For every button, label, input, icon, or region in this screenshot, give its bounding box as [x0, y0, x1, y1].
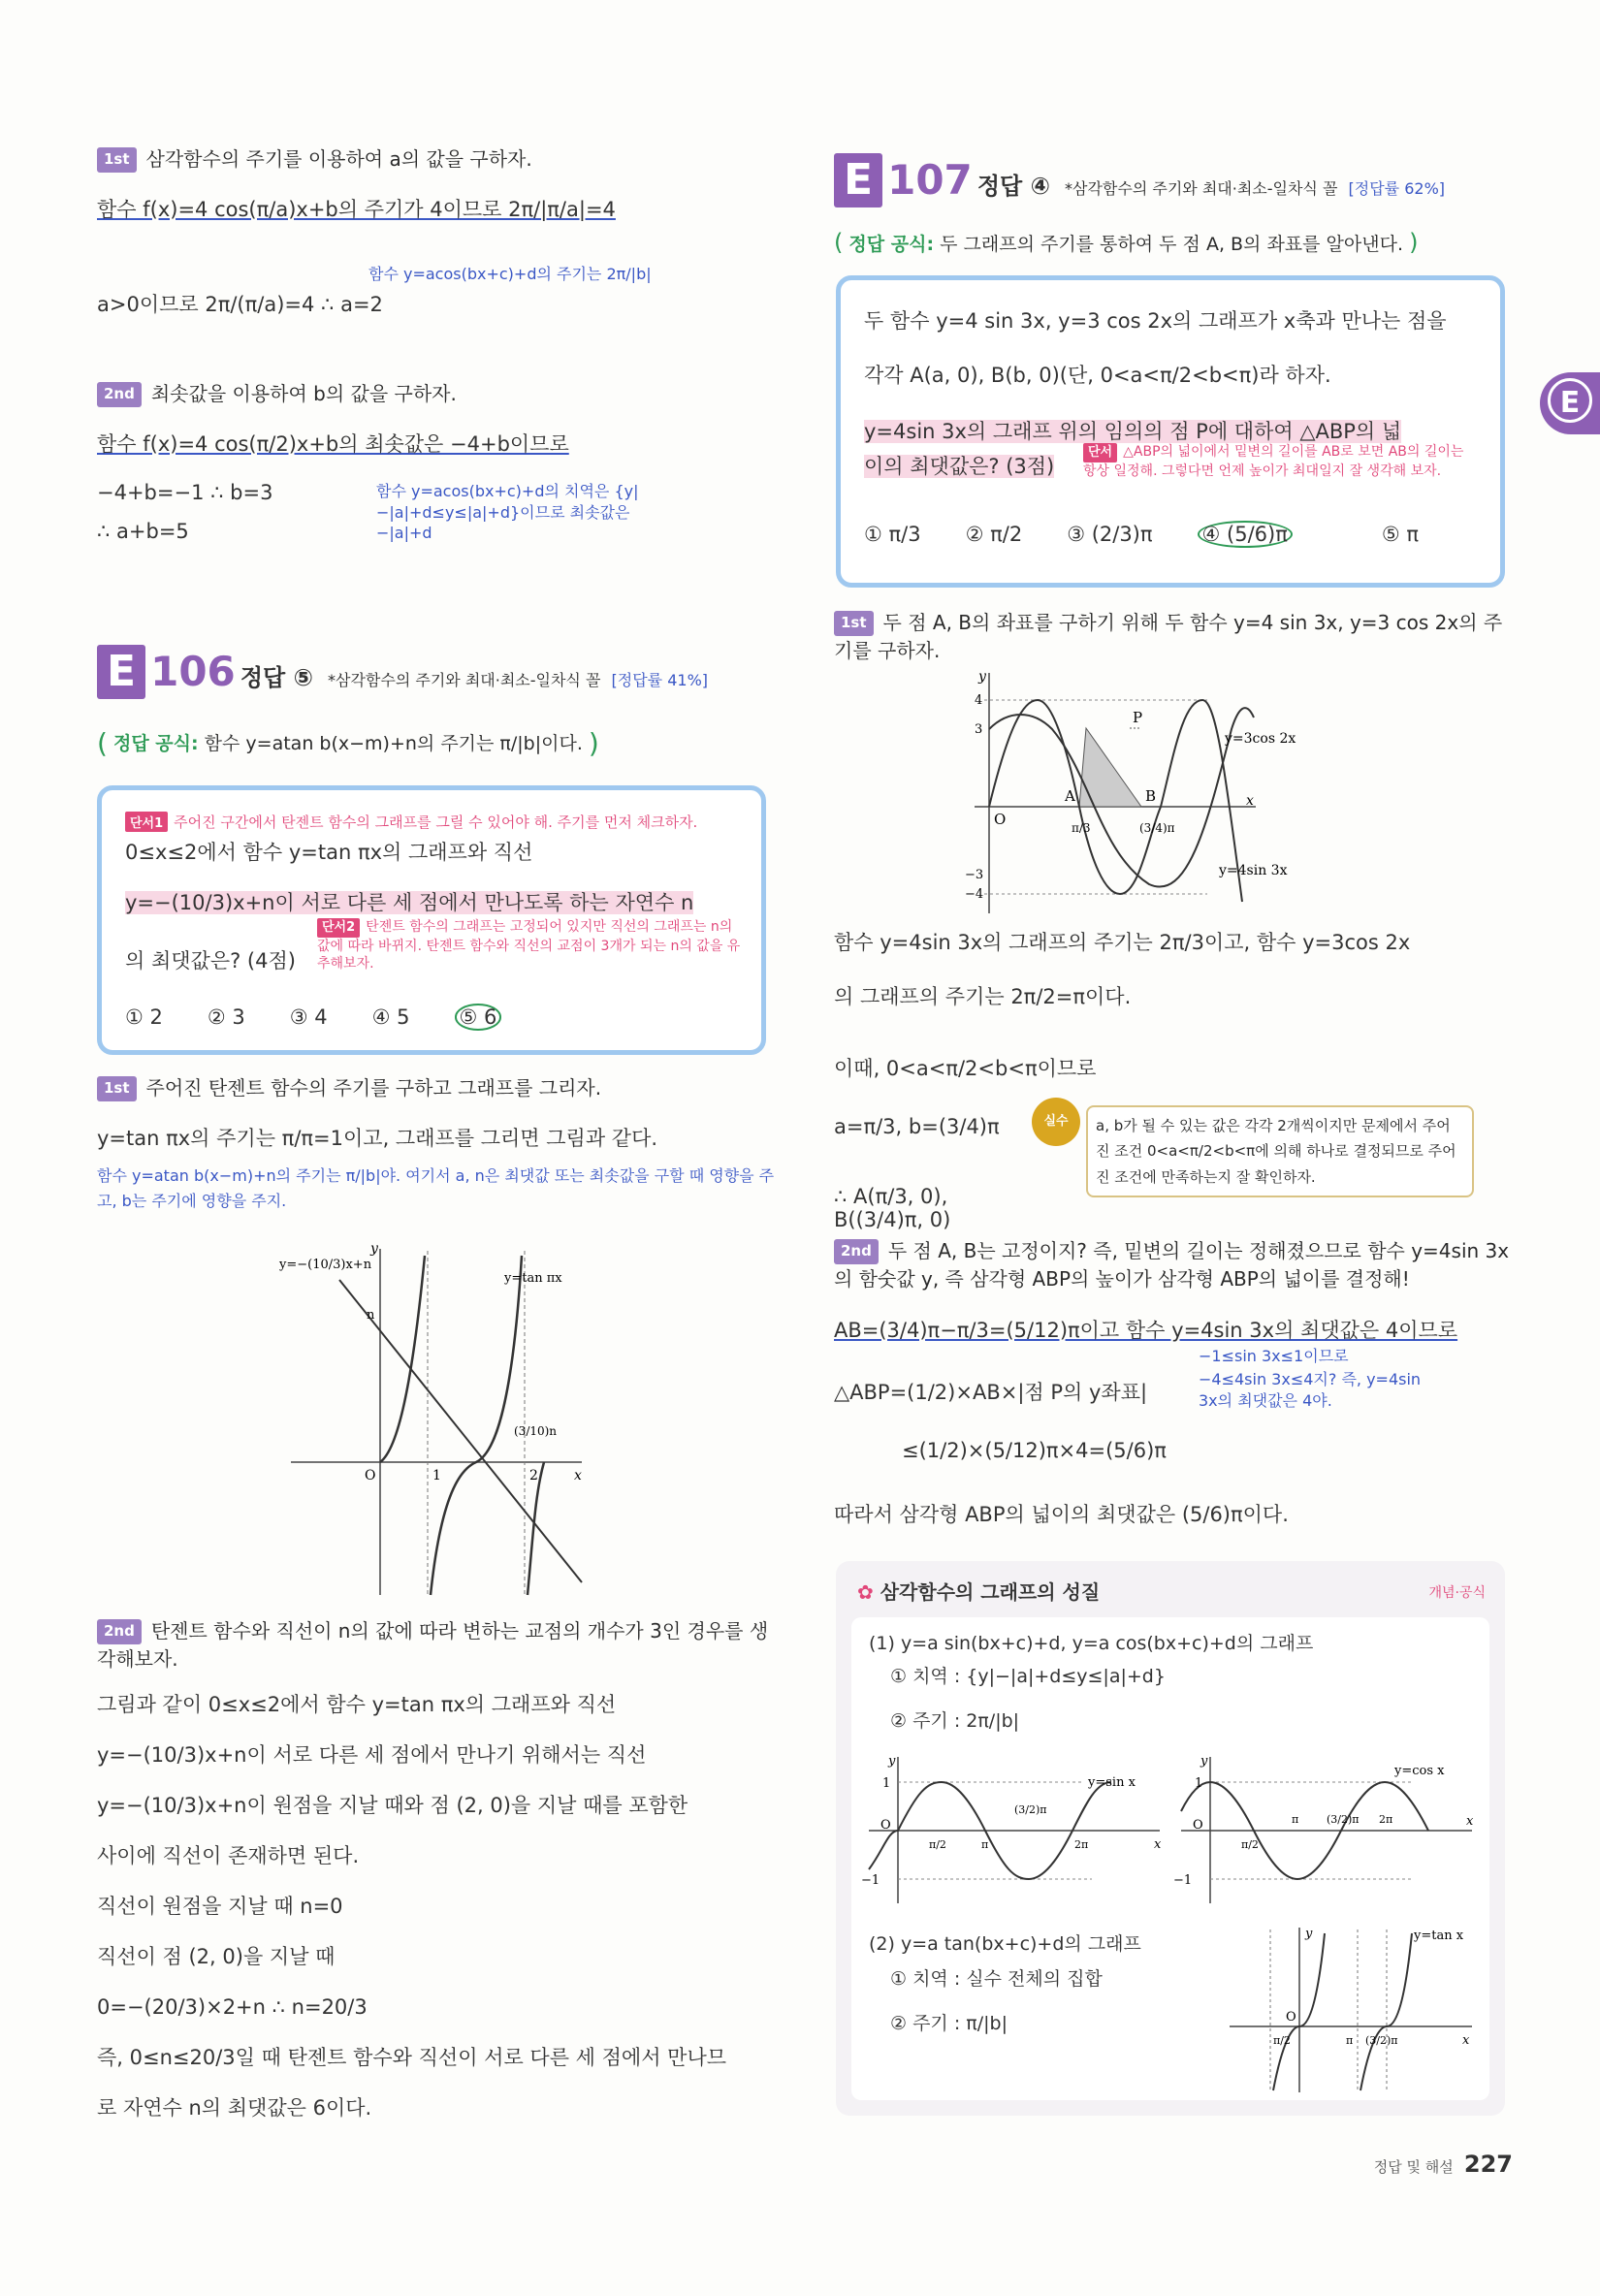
- answer-label: 정답 ④: [976, 173, 1050, 200]
- label: 2: [529, 1468, 538, 1483]
- problem-106-header: [97, 645, 776, 703]
- solution-line: 직선이 점 (2, 0)을 지날 때: [97, 1945, 336, 1968]
- label: x: [1462, 2033, 1470, 2048]
- tan-graph: [1220, 1924, 1482, 2094]
- step1-header: [97, 145, 776, 174]
- side-tab-label: E: [1548, 378, 1592, 423]
- label: y: [370, 1241, 378, 1257]
- hint: [317, 918, 744, 973]
- label: π: [1346, 2034, 1354, 2047]
- label: (3/10)n: [514, 1424, 558, 1438]
- section-badge: E: [834, 153, 882, 207]
- step-tag: 2nd: [97, 1619, 142, 1644]
- step-tag: 1st: [834, 611, 874, 636]
- label: y=3cos 2x: [1225, 731, 1296, 747]
- step-title: 탄젠트 함수와 직선이 n의 값에 따라 변하는 교점의 개수가 3인 경우를 생각해보자.: [97, 1619, 769, 1671]
- solution-line: 로 자연수 n의 최댓값은 6이다.: [97, 2096, 372, 2120]
- tan-branch: [431, 1256, 522, 1595]
- label: 1: [432, 1468, 441, 1483]
- step-title: 최솟값을 이용하여 b의 값을 구하자.: [150, 382, 457, 405]
- concept-line: (1) y=a sin(bx+c)+d, y=a cos(bx+c)+d의 그래프: [869, 1633, 1314, 1654]
- label: y: [1305, 1927, 1313, 1941]
- solution-line: AB=(3/4)π−π/3=(5/12)π이고 함수 y=4sin 3x의 최댓값은 4이므로: [834, 1319, 1458, 1342]
- concept-title: [857, 1577, 1100, 1605]
- label: x: [1246, 793, 1254, 809]
- problem-tag: *삼각함수의 주기와 최대·최소-일차식 꼴: [328, 671, 601, 689]
- footer-label: 정답 및 해설: [1373, 2158, 1454, 2176]
- label: π/2: [1241, 1838, 1259, 1851]
- formula-text: 두 그래프의 주기를 통하여 두 점 A, B의 좌표를 알아낸다.: [940, 234, 1404, 255]
- choice[interactable]: ③ (2/3)π: [1067, 523, 1153, 546]
- formula-hint: ( 정답 공식: 함수 y=atan b(x−m)+n의 주기는 π/|b|이다. ): [97, 727, 599, 759]
- solution-line: y=−(10/3)x+n이 서로 다른 세 점에서 만나기 위해서는 직선: [97, 1743, 647, 1767]
- side-tab[interactable]: [1540, 372, 1600, 434]
- cos-graph: [1171, 1753, 1482, 1908]
- step-title: 삼각함수의 주기를 이용하여 a의 값을 구하자.: [145, 147, 532, 171]
- label: P: [1133, 709, 1143, 726]
- label: π: [981, 1838, 989, 1851]
- choice[interactable]: ① π/3: [864, 523, 921, 546]
- label: y=−(10/3)x+n: [279, 1258, 372, 1272]
- correct-rate: [정답률 62%]: [1348, 179, 1446, 198]
- choices: [125, 1004, 755, 1031]
- label: π: [1292, 1813, 1299, 1826]
- choice-correct[interactable]: ④ (5/6)π: [1198, 521, 1293, 548]
- label: 2π: [1074, 1838, 1089, 1851]
- label: y: [888, 1754, 896, 1769]
- sin-graph: [859, 1753, 1169, 1908]
- note: 함수 y=acos(bx+c)+d의 주기는 2π/|b|: [368, 265, 652, 283]
- hint: [125, 812, 746, 832]
- label: (3/2)π: [1365, 2034, 1398, 2047]
- solution-line: 사이에 직선이 존재하면 된다.: [97, 1844, 360, 1867]
- label: π/2: [1273, 2034, 1291, 2047]
- solution-line: 그림과 같이 0≤x≤2에서 함수 y=tan πx의 그래프와 직선: [97, 1693, 617, 1716]
- note: 함수 y=atan b(x−m)+n의 주기는 π/|b|야. 여기서 a, n은 최댓값 또는 최솟값을 구할 때 영향을 주고, b는 주기에 영향을 주지.: [97, 1166, 775, 1210]
- step-tag: 1st: [97, 147, 137, 173]
- formula-hint: ( 정답 공식: 두 그래프의 주기를 통하여 두 점 A, B의 좌표를 알아낸다. ): [834, 229, 1419, 256]
- mistake-note: a, b가 될 수 있는 값은 각각 2개씩이지만 문제에서 주어진 조건 0<a<π/2<b<π에 의해 하나로 결정되므로 주어진 조건에 만족하는지 잘 확인하자.: [1086, 1105, 1474, 1197]
- choice[interactable]: ② π/2: [965, 523, 1023, 546]
- choice[interactable]: ③ 4: [289, 1005, 328, 1029]
- solution-line: 따라서 삼각형 ABP의 넓이의 최댓값은 (5/6)π이다.: [834, 1503, 1289, 1526]
- label: π/2: [929, 1838, 946, 1851]
- highlight: y=4sin 3x의 그래프 위의 임의의 점 P에 대하여 △ABP의 넓: [864, 420, 1402, 443]
- choice[interactable]: ④ 5: [371, 1005, 410, 1029]
- solution-line: −4+b=−1 ∴ b=3: [97, 481, 273, 504]
- correct-rate: [정답률 41%]: [611, 671, 709, 689]
- concept-box: [836, 1561, 1505, 2116]
- solution-line: a>0이므로 2π/(π/a)=4 ∴ a=2: [97, 293, 383, 316]
- label: −1: [861, 1873, 880, 1888]
- concept-inner: [851, 1617, 1489, 2100]
- label: −4: [965, 887, 984, 902]
- formula-text: 함수 y=atan b(x−m)+n의 주기는 π/|b|이다.: [204, 733, 583, 754]
- solution-lines: [97, 1679, 776, 2133]
- solution-line: 의 그래프의 주기는 2π/2=π이다.: [834, 985, 1132, 1008]
- question-line: 각각 A(a, 0), B(b, 0)(단, 0<a<π/2<b<π)라 하자.: [864, 364, 1331, 387]
- label: y: [978, 669, 986, 685]
- label: −1: [1173, 1873, 1193, 1888]
- step2-header: [834, 1237, 1513, 1293]
- choices: [864, 521, 1494, 548]
- tan-graph-106: [272, 1241, 601, 1600]
- concept-line: ① 치역 : {y|−|a|+d≤y≤|a|+d}: [890, 1666, 1166, 1687]
- label: (3/2)π: [1014, 1803, 1047, 1816]
- question-line: [125, 887, 746, 916]
- answer-label: 정답 ⑤: [240, 664, 313, 691]
- question-line: 0≤x≤2에서 함수 y=tan πx의 그래프와 직선: [125, 841, 533, 864]
- footer: [1338, 2151, 1513, 2178]
- label: −3: [965, 868, 984, 882]
- problem-106-box: [97, 785, 766, 1055]
- label: y=sin x: [1088, 1775, 1136, 1790]
- label: 2π: [1379, 1813, 1393, 1826]
- hint: [1083, 443, 1481, 480]
- solution-line: y=−(10/3)x+n이 원점을 지날 때와 점 (2, 0)을 지날 때를 포함한: [97, 1794, 688, 1817]
- choice-correct[interactable]: ⑤ 6: [455, 1004, 502, 1031]
- hint-tag: 단서2: [317, 918, 360, 938]
- label: O: [1193, 1818, 1203, 1833]
- step-tag: 2nd: [834, 1239, 879, 1264]
- hint-text: △ABP의 넓이에서 밑변의 길이를 AB로 보면 AB의 길이는 항상 일정해. 그렇다면 언제 높이가 최대일지 잘 생각해 보자.: [1083, 444, 1464, 479]
- problem-number: 107: [887, 156, 973, 204]
- question-line: 의 최댓값은? (4점): [125, 949, 296, 973]
- choice[interactable]: ⑤ π: [1381, 523, 1419, 546]
- label: B: [1145, 787, 1157, 805]
- solution-line: y=tan πx의 주기는 π/π=1이고, 그래프를 그리면 그림과 같다.: [97, 1127, 658, 1150]
- solution-line: △ABP=(1/2)×AB×|점 P의 y좌표|: [834, 1381, 1148, 1404]
- step-title: 두 점 A, B는 고정이지? 즉, 밑변의 길이는 정해졌으므로 함수 y=4sin 3x의 함숫값 y, 즉 삼각형 ABP의 높이가 삼각형 ABP의 넓이를 결정해!: [834, 1239, 1510, 1291]
- problem-tag: *삼각함수의 주기와 최대·최소-일차식 꼴: [1065, 179, 1338, 198]
- choice[interactable]: ② 3: [207, 1005, 245, 1029]
- label: O: [880, 1818, 891, 1833]
- formula-label: 정답 공식:: [112, 733, 199, 754]
- concept-label: 개념·공식: [1428, 1585, 1486, 1601]
- label: π/3: [1072, 821, 1091, 835]
- flower-icon: ✿: [857, 1580, 874, 1604]
- solution-line: 함수 y=4sin 3x의 그래프의 주기는 2π/3이고, 함수 y=3cos 2x: [834, 931, 1411, 954]
- concept-line: ① 치역 : 실수 전체의 집합: [890, 1968, 1103, 1990]
- question-line: [864, 416, 1485, 445]
- label: A: [1065, 787, 1075, 805]
- label: (3/4)π: [1139, 821, 1175, 835]
- hint-text: 주어진 구간에서 탄젠트 함수의 그래프를 그릴 수 있어야 해. 주기를 먼저 체크하자.: [174, 813, 698, 831]
- label: n: [367, 1308, 375, 1323]
- label: 3: [975, 722, 983, 737]
- mistake-badge: 실수: [1032, 1098, 1080, 1146]
- concept-line: ② 주기 : 2π/|b|: [890, 1710, 1020, 1732]
- problem-107-header: [834, 153, 1513, 211]
- step1-header: [834, 609, 1513, 665]
- solution-line: 즉, 0≤n≤20/3일 때 탄젠트 함수와 직선이 서로 다른 세 점에서 만나므: [97, 2046, 727, 2069]
- step2-header: [97, 1617, 776, 1674]
- page-number: 227: [1463, 2151, 1513, 2178]
- solution-line: 함수 f(x)=4 cos(π/a)x+b의 주기가 4이므로 2π/|π/a|=4: [97, 198, 616, 221]
- solution-line: 0=−(20/3)×2+n ∴ n=20/3: [97, 1995, 368, 2019]
- question-line: 두 함수 y=4 sin 3x, y=3 cos 2x의 그래프가 x축과 만나는 점을: [864, 309, 1447, 333]
- step-tag: 2nd: [97, 382, 142, 407]
- label: x: [1154, 1837, 1162, 1852]
- note: −1≤sin 3x≤1이므로: [1199, 1347, 1349, 1365]
- label: y: [1200, 1754, 1208, 1769]
- label: y=tan x: [1414, 1929, 1464, 1943]
- step-title: 주어진 탄젠트 함수의 주기를 구하고 그래프를 그리자.: [145, 1076, 602, 1100]
- step-title: 두 점 A, B의 좌표를 구하기 위해 두 함수 y=4 sin 3x, y=3 cos 2x의 주기를 구하자.: [834, 611, 1503, 662]
- solution-line: ≤(1/2)×(5/12)π×4=(5/6)π: [902, 1439, 1167, 1462]
- concept-line: ② 주기 : π/|b|: [890, 2013, 1008, 2034]
- solution-line: a=π/3, b=(3/4)π: [834, 1115, 1000, 1138]
- label: O: [1286, 2010, 1296, 2025]
- note: 함수 y=acos(bx+c)+d의 치역은 {y|−|a|+d≤y≤|a|+d}이므로 최솟값은 −|a|+d: [376, 482, 639, 543]
- solution-line: ∴ a+b=5: [97, 520, 189, 543]
- hint-tag: 단서: [1083, 443, 1117, 462]
- choice[interactable]: ① 2: [125, 1005, 163, 1029]
- label: y=tan πx: [504, 1271, 562, 1286]
- formula-label: 정답 공식:: [848, 234, 935, 255]
- note: −4≤4sin 3x≤4지? 즉, y=4sin 3x의 최댓값은 4야.: [1199, 1370, 1422, 1410]
- label: 1: [882, 1776, 891, 1791]
- step2-header: [97, 380, 776, 408]
- solution-line: 직선이 원점을 지날 때 n=0: [97, 1895, 343, 1918]
- label: 4: [975, 693, 983, 708]
- concept-title-text: 삼각함수의 그래프의 성질: [880, 1580, 1101, 1604]
- label: 1: [1195, 1776, 1203, 1791]
- label: y=4sin 3x: [1219, 863, 1288, 878]
- question-line: [864, 451, 1077, 480]
- hint-text: 탄젠트 함수의 그래프는 고정되어 있지만 직선의 그래프는 n의 값에 따라 바뀌지. 탄젠트 함수와 직선의 교점이 3개가 되는 n의 값을 유추해보자.: [317, 919, 741, 973]
- label: O: [365, 1468, 376, 1483]
- step1-header: [97, 1074, 776, 1102]
- graph-107: [955, 669, 1324, 916]
- label: y=cos x: [1394, 1764, 1445, 1778]
- problem-107-box: [836, 275, 1505, 588]
- solution-line: ∴ A(π/3, 0), B((3/4)π, 0): [834, 1185, 951, 1231]
- label: x: [1466, 1814, 1474, 1829]
- solution-line: 함수 f(x)=4 cos(π/2)x+b의 최솟값은 −4+b이므로: [97, 432, 569, 456]
- hint-tag: 단서1: [125, 812, 168, 832]
- problem-number: 106: [150, 648, 236, 695]
- label: O: [994, 811, 1007, 828]
- label: x: [574, 1468, 582, 1483]
- solution-line: 이때, 0<a<π/2<b<π이므로: [834, 1057, 1097, 1080]
- label: (3/2)π: [1327, 1813, 1360, 1826]
- concept-line: (2) y=a tan(bx+c)+d의 그래프: [869, 1933, 1141, 1955]
- highlight: y=−(10/3)x+n이 서로 다른 세 점에서 만나도록 하는 자연수 n: [125, 891, 694, 914]
- section-badge: E: [97, 645, 145, 699]
- step-tag: 1st: [97, 1076, 137, 1101]
- highlight: 이의 최댓값은? (3점): [864, 455, 1055, 478]
